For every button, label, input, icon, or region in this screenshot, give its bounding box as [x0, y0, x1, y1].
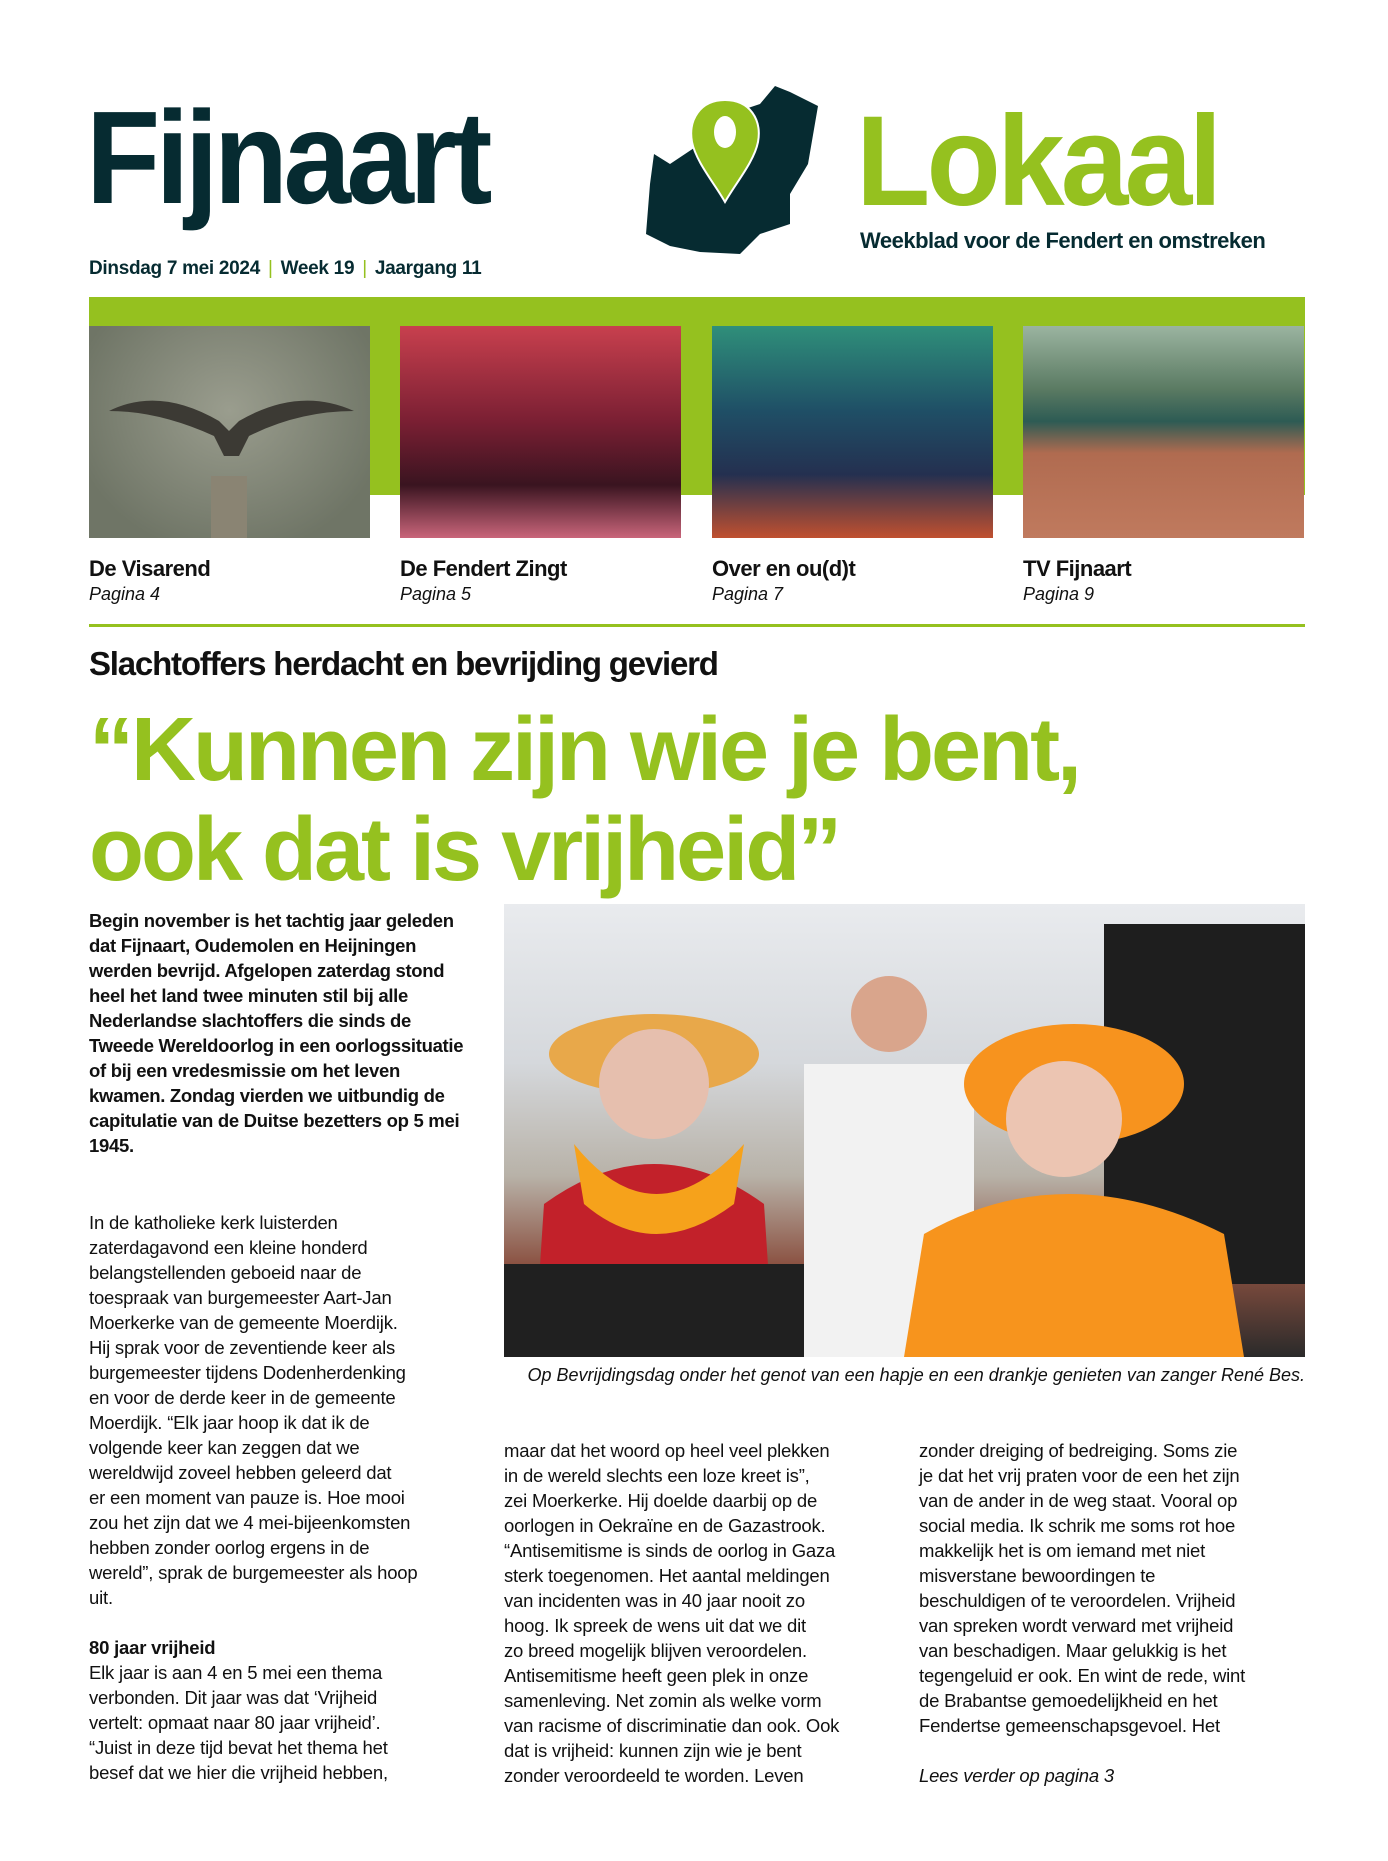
- text-line: de Brabantse gemoedelijkheid en het: [919, 1690, 1218, 1711]
- text-line: dat is vrijheid: kunnen zijn wie je bent: [504, 1740, 802, 1761]
- teaser-title[interactable]: Over en ou(d)t: [712, 556, 856, 581]
- text-line: social media. Ik schrik me soms rot hoe: [919, 1515, 1236, 1536]
- teaser-page: Pagina 9: [1023, 584, 1095, 604]
- text-line: zo breed mogelijk blijven veroordelen.: [504, 1640, 807, 1661]
- issue-volume: Jaargang 11: [374, 258, 482, 279]
- spacer: [89, 1610, 417, 1635]
- text-line: hoog. Ik spreek de wens uit dat we dit: [504, 1615, 806, 1636]
- issue-week: Week 19: [280, 258, 355, 279]
- text-line: samenleving. Net zomin als welke vorm: [504, 1690, 822, 1711]
- teaser-page: Pagina 4: [89, 584, 161, 604]
- text-line: zou het zijn dat we 4 mei-bijeenkomsten: [89, 1512, 411, 1533]
- text-line: sterk toegenomen. Het aantal meldingen: [504, 1565, 830, 1586]
- teaser-photo-carnival[interactable]: [712, 326, 993, 538]
- text-line: in de wereld slechts een loze kreet is”,: [504, 1465, 810, 1486]
- headline-line: “Kunnen zijn wie je bent,: [89, 700, 1080, 800]
- text-line: misverstane bewoordingen te: [919, 1565, 1156, 1586]
- teaser-photo-tennis[interactable]: [1023, 326, 1304, 538]
- divider: |: [362, 258, 367, 279]
- spacer: [919, 1738, 1245, 1763]
- issue-info: [89, 258, 481, 280]
- text-line: vertelt: opmaat naar 80 jaar vrijheid’.: [89, 1712, 381, 1733]
- text-line: “Antisemitisme is sinds de oorlog in Gaza: [504, 1540, 836, 1561]
- text-line: volgende keer kan zeggen dat we: [89, 1437, 360, 1458]
- map-pin-logo-icon: [640, 84, 840, 254]
- article-photo[interactable]: [504, 904, 1305, 1357]
- article-column-1: [89, 1210, 417, 1785]
- text-line: wereldwijd zoveel hebben geleerd dat: [89, 1462, 392, 1483]
- article-subhead: 80 jaar vrijheid: [89, 1637, 216, 1658]
- text-line: van de ander in de weg staat. Vooral op: [919, 1490, 1238, 1511]
- text-line: Fendertse gemeenschapsgevoel. Het: [919, 1715, 1220, 1736]
- teaser-title[interactable]: TV Fijnaart: [1023, 556, 1132, 581]
- teaser-photo-osprey[interactable]: [89, 326, 370, 538]
- text-line: beschuldigen of te veroordelen. Vrijheid: [919, 1590, 1236, 1611]
- teaser-page: Pagina 5: [400, 584, 472, 604]
- text-line: Moerdijk. “Elk jaar hoop ik dat ik de: [89, 1412, 370, 1433]
- text-line: van incidenten was in 40 jaar nooit zo: [504, 1590, 805, 1611]
- text-line: “Juist in deze tijd bevat het thema het: [89, 1737, 388, 1758]
- text-line: In de katholieke kerk luisterden: [89, 1212, 338, 1233]
- teaser-title[interactable]: De Fendert Zingt: [400, 556, 567, 581]
- text-line: maar dat het woord op heel veel plekken: [504, 1440, 830, 1461]
- divider: |: [267, 258, 273, 279]
- text-line: van beschadigen. Maar gelukkig is het: [919, 1640, 1227, 1661]
- masthead-title-lokaal: Lokaal: [856, 90, 1219, 233]
- text-line: Moerkerke van de gemeente Moerdijk.: [89, 1312, 398, 1333]
- text-line: uit.: [89, 1587, 113, 1608]
- text-line: van racisme of discriminatie dan ook. Ook: [504, 1715, 840, 1736]
- text-line: hebben zonder oorlog ergens in de: [89, 1537, 370, 1558]
- text-line: Hij sprak voor de zeventiende keer als: [89, 1337, 396, 1358]
- continued-link[interactable]: Lees verder op pagina 3: [919, 1765, 1114, 1786]
- osprey-image: [89, 326, 370, 538]
- text-line: oorlogen in Oekraïne en de Gazastrook.: [504, 1515, 826, 1536]
- text-line: toespraak van burgemeester Aart-Jan: [89, 1287, 392, 1308]
- article-headline: [89, 700, 1079, 900]
- article-kicker: Slachtoffers herdacht en bevrijding gevierd: [89, 645, 718, 682]
- text-line: wereld”, sprak de burgemeester als hoop: [89, 1562, 418, 1583]
- issue-date: Dinsdag 7 mei 2024: [89, 258, 260, 279]
- teaser-page: Pagina 7: [712, 584, 784, 604]
- text-line: besef dat we hier die vrijheid hebben,: [89, 1762, 388, 1783]
- photo-caption: Op Bevrijdingsdag onder het genot van een hapje en een drankje genieten van zanger René Bes.: [527, 1365, 1305, 1385]
- article-intro: Begin november is het tachtig jaar geleden dat Fijnaart, Oudemolen en Heijningen werden bevrijd. Afgelopen zaterdag stond heel het land twee minuten stil bij alle Nederlandse slachtoffers die sinds de Tweede Wereldoorlog in een oorlogssituatie of bij een vredesmissie om het leven kwamen. Zondag vierden we uitbundig de capitulatie van de Duitse bezetters op 5 mei 1945.: [89, 910, 464, 1156]
- text-line: verbonden. Dit jaar was dat ‘Vrijheid: [89, 1687, 378, 1708]
- text-line: zonder veroordeeld te worden. Leven: [504, 1765, 804, 1786]
- text-line: zei Moerkerke. Hij doelde daarbij op de: [504, 1490, 818, 1511]
- article-column-2: [504, 1438, 839, 1788]
- article-column-3: [919, 1438, 1245, 1788]
- masthead-tagline: Weekblad voor de Fendert en omstreken: [860, 228, 1266, 253]
- text-line: tegengeluid er ook. En wint de rede, wint: [919, 1665, 1246, 1686]
- celebration-image: [504, 904, 1305, 1357]
- text-line: Antisemitisme heeft geen plek in onze: [504, 1665, 809, 1686]
- text-line: en voor de derde keer in de gemeente: [89, 1387, 396, 1408]
- divider: [89, 624, 1305, 627]
- teaser-photo-choir[interactable]: [400, 326, 681, 538]
- text-line: zonder dreiging of bedreiging. Soms zie: [919, 1440, 1238, 1461]
- teaser-title[interactable]: De Visarend: [89, 556, 211, 581]
- headline-line: ook dat is vrijheid”: [89, 800, 840, 900]
- masthead-title-fijnaart: Fijnaart: [86, 84, 488, 231]
- text-line: belangstellenden geboeid naar de: [89, 1262, 362, 1283]
- text-line: zaterdagavond een kleine honderd: [89, 1237, 368, 1258]
- text-line: er een moment van pauze is. Hoe mooi: [89, 1487, 405, 1508]
- text-line: van spreken wordt verward met vrijheid: [919, 1615, 1234, 1636]
- text-line: burgemeester tijdens Dodenherdenking: [89, 1362, 406, 1383]
- text-line: makkelijk het is om iemand met niet: [919, 1540, 1206, 1561]
- text-line: Elk jaar is aan 4 en 5 mei een thema: [89, 1662, 383, 1683]
- text-line: je dat het vrij praten voor de een het zijn: [919, 1465, 1240, 1486]
